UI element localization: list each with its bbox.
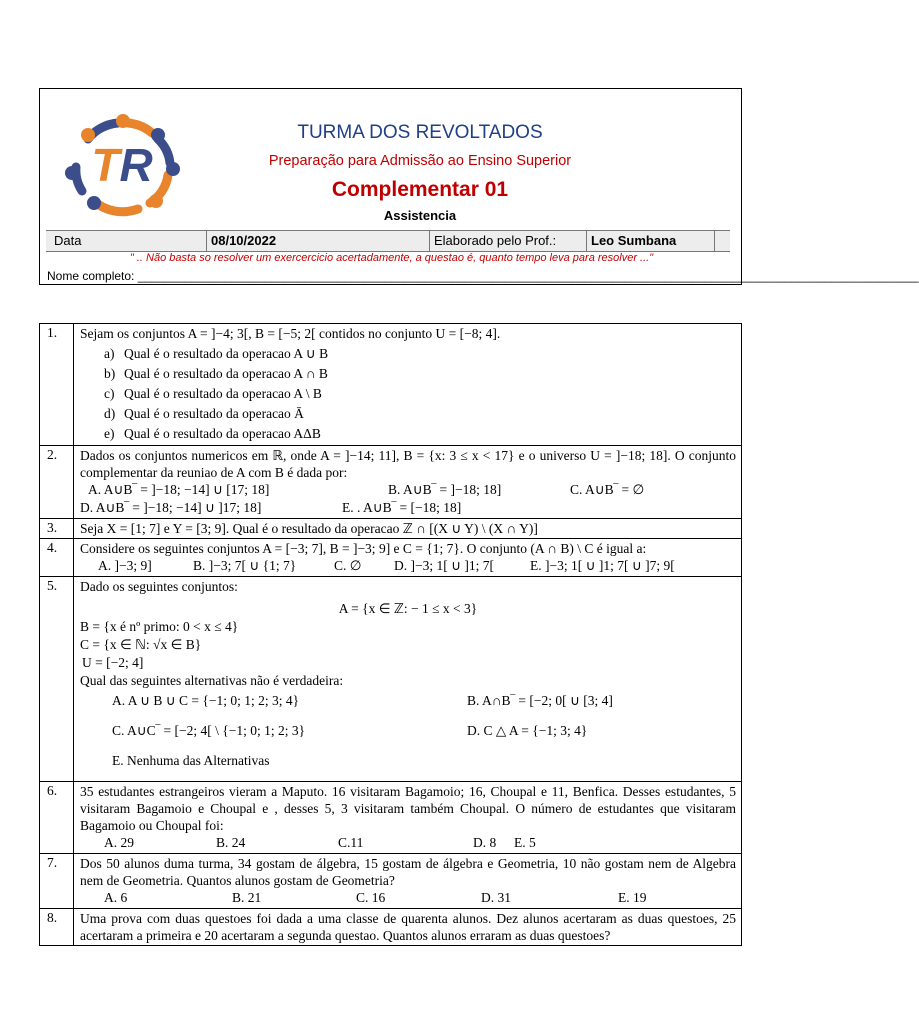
question-number: 8. — [40, 909, 74, 945]
question-number: 5. — [40, 577, 74, 781]
sub-item: d) Qual é o resultado da operacao Ā — [104, 406, 304, 421]
question-row — [40, 909, 741, 945]
question-text: Sejam os conjuntos A = ]−4; 3[, B = [−5; 2[ contidos no conjunto U = [−8; 4]. — [80, 326, 501, 341]
options-row — [80, 557, 736, 575]
set-definition: C = {x ∈ ℕ: √x ∈ B} — [80, 637, 202, 652]
options-row — [80, 889, 736, 907]
question-row — [40, 854, 741, 909]
set-definition: A = {x ∈ ℤ: − 1 ≤ x < 3} — [338, 601, 478, 616]
option: B. 21 — [232, 890, 262, 905]
document-header — [39, 88, 919, 285]
option: C. ∅ — [334, 558, 362, 573]
option: A. A∪B‾ = ]−18; −14] ∪ [17; 18] — [88, 482, 270, 497]
question-row — [40, 324, 741, 446]
option: A. 6 — [104, 890, 128, 905]
question-number: 2. — [40, 446, 74, 518]
doc-subtitle: Assistencia — [383, 208, 457, 223]
doc-title: Complementar 01 — [331, 178, 509, 201]
question-text: Uma prova com duas questoes foi dada a uma classe de quarenta alunos. Dez alunos acertaram as duas questoes, 25 acertaram a primeira e 20 acertaram a segunda questao. Quantos alunos erraram as duas questoes? — [80, 911, 736, 943]
svg-text:TR: TR — [91, 139, 153, 191]
question-row — [40, 519, 741, 539]
option: A. 29 — [104, 835, 134, 850]
option: E. ]−3; 1[ ∪ ]1; 7[ ∪ ]7; 9[ — [530, 558, 675, 573]
option: B. 24 — [216, 835, 246, 850]
options-row — [80, 690, 736, 720]
question-row — [40, 446, 741, 519]
question-text: Dado os seguintes conjuntos: — [80, 579, 238, 594]
org-name: TURMA DOS REVOLTADOS — [297, 122, 543, 143]
author-value: Leo Sumbana — [591, 233, 677, 248]
options-row — [80, 750, 736, 780]
question-prompt: Qual das seguintes alternativas não é verdadeira: — [80, 673, 344, 688]
option: C. A∪B‾ = ∅ — [570, 482, 645, 497]
sub-item: c) Qual é o resultado da operacao A \ B — [104, 386, 322, 401]
question-row — [40, 539, 741, 577]
question-text: 35 estudantes estrangeiros vieram a Maputo. 16 visitaram Bagamoio; 16, Choupal e 11, Benfica. Desses estudantes, 5 visitaram Bagamoio e Choupal e , desses 5, 3 visitaram também Choupal. O número de estudantes que visitaram Bagamoio ou Choupal foi: — [80, 784, 736, 833]
date-label: Data — [54, 233, 82, 248]
question-text: Dos 50 alunos duma turma, 34 gostam de álgebra, 15 gostam de álgebra e Geometria, 10 não gostam nem de Algebra nem de Geometria. Quantos alunos gostam de Geometria? — [80, 856, 736, 888]
turma-logo — [58, 111, 188, 216]
option: A. ]−3; 9] — [98, 558, 152, 573]
info-row — [46, 230, 730, 252]
option: C. A∪C‾ = [−2; 4[ \ {−1; 0; 1; 2; 3} — [112, 723, 306, 738]
option: D. 8 — [473, 835, 497, 850]
option: C. 16 — [356, 890, 386, 905]
date-value: 08/10/2022 — [211, 233, 277, 248]
question-number: 6. — [40, 782, 74, 853]
option: D. A∪B‾ = ]−18; −14] ∪ ]17; 18] — [80, 500, 262, 515]
questions-table — [39, 323, 742, 946]
set-definition: B = {x é nº primo: 0 < x ≤ 4} — [80, 619, 239, 634]
option: D. C △ A = {−1; 3; 4} — [467, 723, 588, 738]
question-number: 1. — [40, 324, 74, 445]
question-row — [40, 577, 741, 782]
question-number: 4. — [40, 539, 74, 576]
sub-item: a) Qual é o resultado da operacao A ∪ B — [104, 346, 329, 361]
option: B. ]−3; 7[ ∪ {1; 7} — [193, 558, 297, 573]
question-number: 7. — [40, 854, 74, 908]
option: B. A∪B‾ = ]−18; 18] — [388, 482, 502, 497]
option: A. A ∪ B ∪ C = {−1; 0; 1; 2; 3; 4} — [112, 693, 300, 708]
options-row — [80, 481, 736, 499]
question-row — [40, 782, 741, 854]
sub-item: e) Qual é o resultado da operacao AΔB — [104, 426, 321, 441]
question-text: Dados os conjuntos numericos em ℝ, onde A = ]−14; 11], B = {x: 3 ≤ x < 17} e o universo U = ]−18; 18]. O conjunto complementar da reuniao de A com B é dada por: — [80, 448, 736, 480]
question-number: 3. — [40, 519, 74, 538]
option: E. 19 — [618, 890, 647, 905]
name-field[interactable]: Nome completo: _____________________________________________________________________________________________________________________ — [47, 269, 919, 283]
option: D. 31 — [481, 890, 511, 905]
org-subtitle: Preparação para Admissão ao Ensino Superior — [268, 153, 572, 169]
question-text: Seja X = [1; 7] e Y = [3; 9]. Qual é o resultado da operacao ℤ ∩ [(X ∪ Y) \ (X ∩ Y)] — [80, 521, 538, 536]
option: D. ]−3; 1[ ∪ ]1; 7[ — [394, 558, 494, 573]
option: E. . A∪B‾ = [−18; 18] — [342, 500, 462, 515]
options-row — [80, 834, 736, 852]
options-row — [80, 499, 736, 517]
author-label: Elaborado pelo Prof.: — [434, 233, 557, 248]
options-row — [80, 720, 736, 750]
sub-item: b) Qual é o resultado da operacao A ∩ B — [104, 366, 328, 381]
option: B. A∩B‾ = [−2; 0[ ∪ [3; 4] — [467, 693, 613, 708]
option: E. 5 — [514, 835, 536, 850]
question-text: Considere os seguintes conjuntos A = [−3; 7], B = ]−3; 9] e C = {1; 7}. O conjunto (A ∩ B) \ C é igual a: — [80, 541, 647, 556]
option: E. Nenhuma das Alternativas — [112, 753, 270, 768]
option: C.11 — [338, 835, 364, 850]
motto-quote: " .. Não basta so resolver um exercercicio acertadamente, a questao é, quanto tempo leva para resolver ..." — [129, 252, 654, 264]
set-definition: U = [−2; 4] — [82, 655, 144, 670]
